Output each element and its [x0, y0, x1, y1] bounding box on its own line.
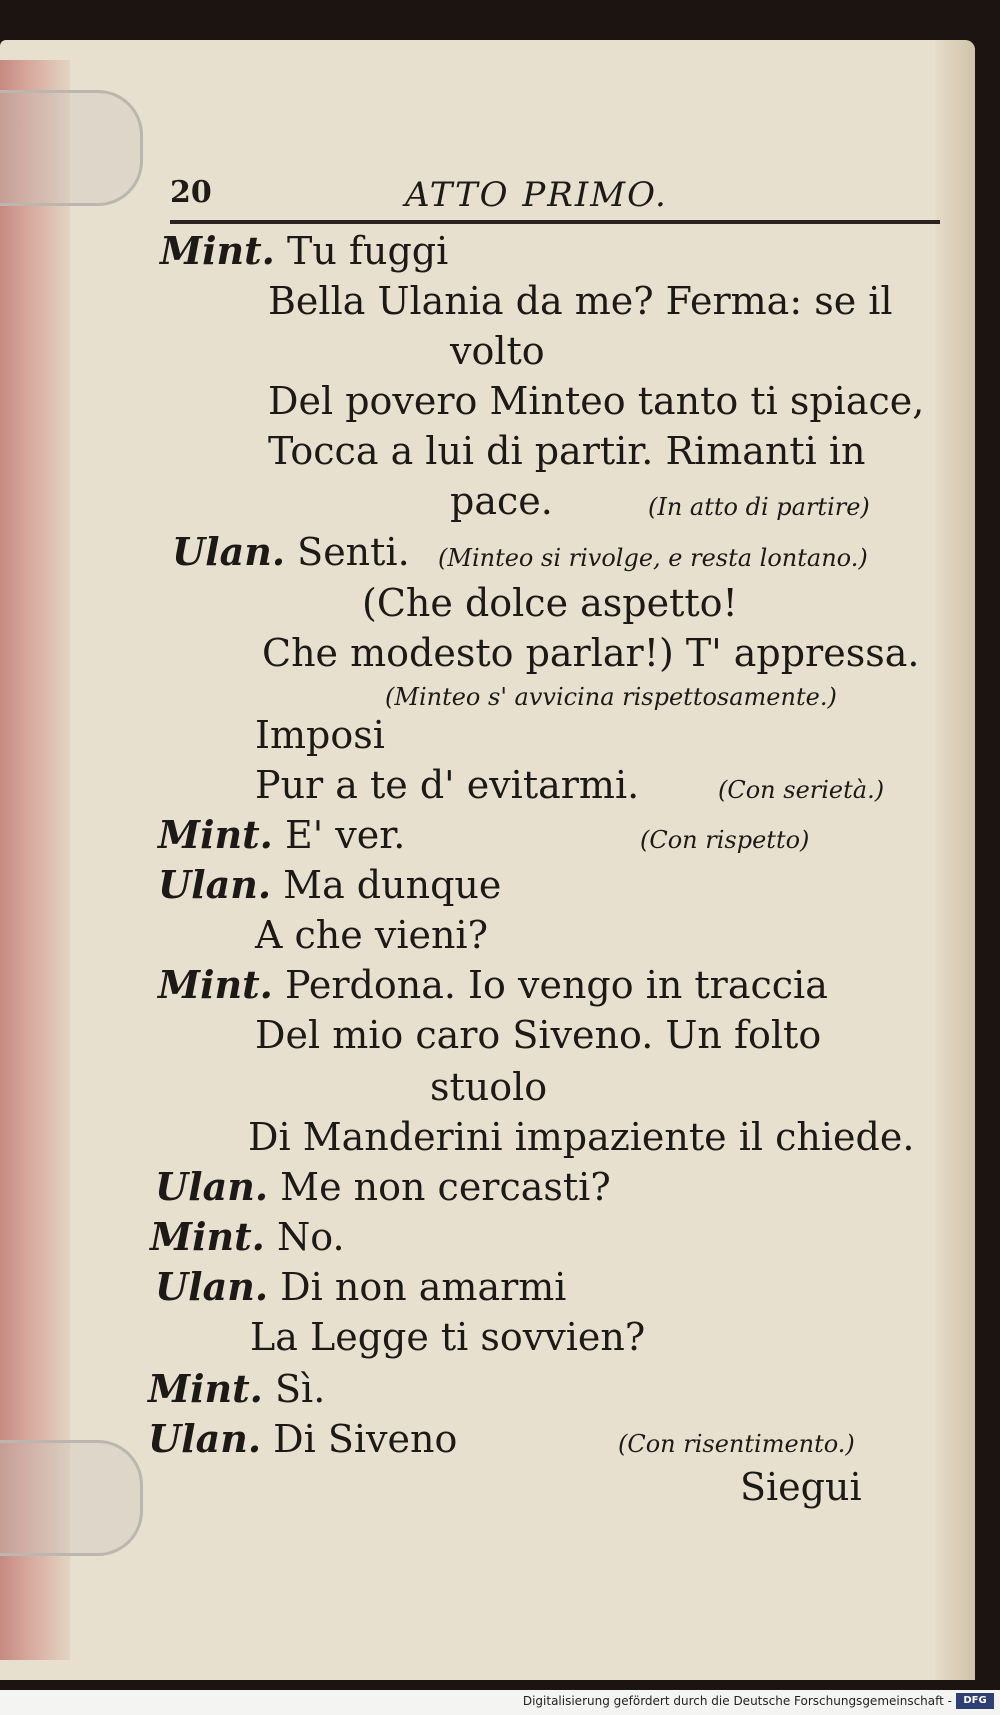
- text-line: Del povero Minteo tanto ti spiace,: [268, 379, 925, 423]
- speaker-name: Mint.: [148, 1366, 263, 1411]
- text-line: Mint. No.: [150, 1214, 345, 1259]
- text-line: Mint. E' ver.: [158, 812, 406, 857]
- stage-direction: (Minteo si rivolge, e resta lontano.): [438, 544, 868, 572]
- running-title: ATTO PRIMO.: [405, 175, 668, 215]
- page-number: 20: [170, 175, 212, 210]
- speaker-name: Mint.: [150, 1214, 265, 1259]
- text-line: volto: [450, 329, 545, 373]
- speaker-name: Mint.: [158, 812, 273, 857]
- speaker-name: Ulan.: [172, 529, 286, 574]
- stage-direction: (Con serietà.): [718, 776, 885, 804]
- stage-direction: (Con rispetto): [640, 826, 810, 854]
- stage-direction: (In atto di partire): [648, 493, 870, 521]
- stage-direction: (Minteo s' avvicina rispettosamente.): [385, 683, 837, 711]
- text-line: Tocca a lui di partir. Rimanti in: [268, 429, 866, 473]
- text-line: Mint. Tu fuggi: [160, 228, 449, 273]
- text-line: (Che dolce aspetto!: [362, 581, 738, 625]
- text-line: stuolo: [430, 1065, 548, 1109]
- text-line: Ulan. Senti.: [172, 529, 410, 574]
- stage-direction: (Con risentimento.): [618, 1430, 855, 1458]
- text-line: Di Manderini impaziente il chiede.: [248, 1115, 915, 1159]
- speaker-name: Ulan.: [158, 862, 272, 907]
- speaker-name: Ulan.: [155, 1164, 269, 1209]
- text-line: Mint. Perdona. Io vengo in traccia: [158, 962, 828, 1007]
- text-line: A che vieni?: [255, 913, 488, 957]
- text-line: Ulan. Ma dunque: [158, 862, 502, 907]
- text-line: pace.: [450, 479, 553, 523]
- text-line: Che modesto parlar!) T' appressa.: [262, 631, 920, 675]
- text-line: Ulan. Me non cercasti?: [155, 1164, 611, 1209]
- text-line: Bella Ulania da me? Ferma: se il: [268, 279, 893, 323]
- text-line: La Legge ti sovvien?: [250, 1315, 646, 1359]
- digitization-footer: [0, 1690, 1000, 1715]
- footer-credit: Digitalisierung gefördert durch die Deutsche Forschungsgemeinschaft -: [522, 1694, 952, 1708]
- text-line: Ulan. Di non amarmi: [155, 1264, 567, 1309]
- speaker-name: Ulan.: [155, 1264, 269, 1309]
- speaker-name: Mint.: [158, 962, 273, 1007]
- text-line: Mint. Sì.: [148, 1366, 326, 1411]
- speaker-name: Ulan.: [148, 1416, 262, 1461]
- text-line: Pur a te d' evitarmi.: [255, 763, 640, 807]
- text-line: Imposi: [255, 713, 385, 757]
- catchword: Siegui: [740, 1465, 862, 1509]
- speaker-name: Mint.: [160, 228, 275, 273]
- text-line: Del mio caro Siveno. Un folto: [255, 1013, 822, 1057]
- text-line: Ulan. Di Siveno: [148, 1416, 458, 1461]
- dfg-logo-icon: DFG: [956, 1693, 994, 1709]
